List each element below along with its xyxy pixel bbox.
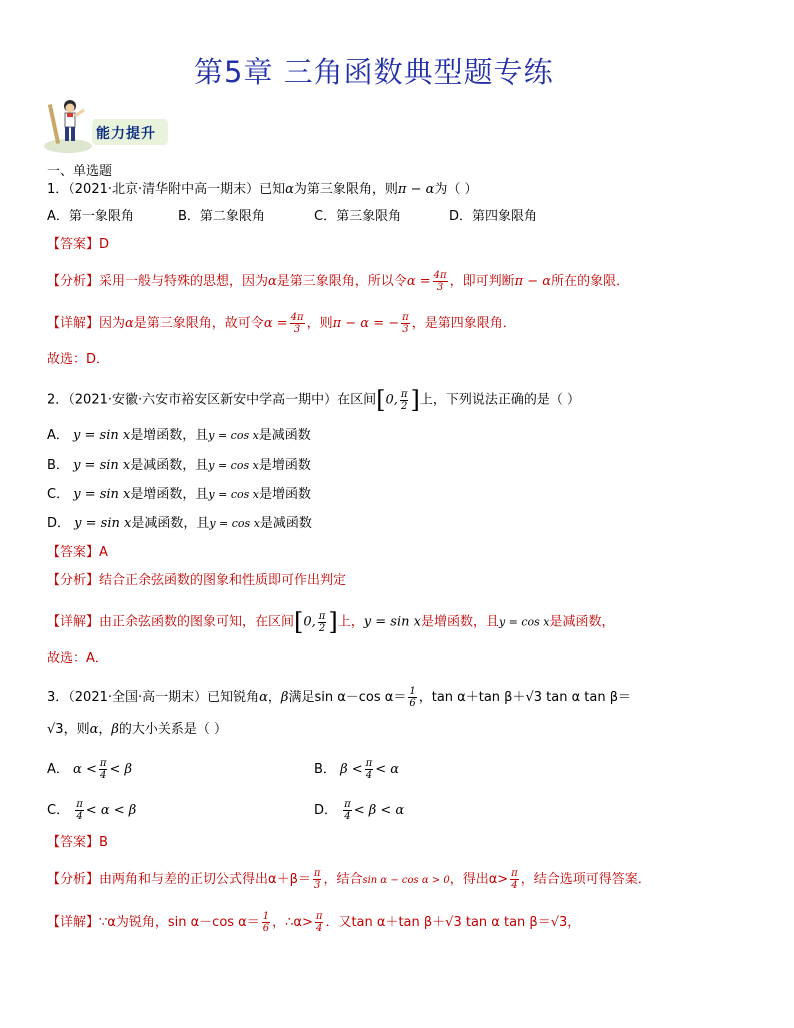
section-heading: 一、单选题 (47, 164, 113, 179)
question-1-option-c: C．第三象限角 (314, 209, 402, 224)
question-3-option-d: D． $\frac{\pi}{4}$ < β < α (314, 799, 405, 822)
question-2-answer: 【答案】A (47, 545, 108, 560)
question-1-option-b: B．第二象限角 (178, 209, 265, 224)
question-3-option-a: A． α < $\frac{\pi}{4}$ < β (47, 758, 132, 781)
page-title: 第5章 三角函数典型题专练 (194, 55, 554, 89)
question-1-conclusion: 故选：D． (47, 352, 110, 367)
student-figure-icon (40, 96, 96, 156)
question-3-answer: 【答案】B (47, 835, 108, 850)
question-1-analysis: 【分析】采用一般与特殊的思想，因为α是第三象限角，所以令α = $\frac{4\pi}{3}$ ，即可判断π − α所在的象限． (47, 270, 630, 293)
question-2-analysis: 【分析】结合正余弦函数的图象和性质即可作出判定 (47, 573, 347, 588)
question-1-detail: 【详解】因为α是第三象限角，故可令α = $\frac{4\pi}{3}$ ，则π − α = − $\frac{\pi}{3}$ ，是第四象限角． (47, 312, 516, 335)
question-2-conclusion: 故选：A． (47, 651, 108, 666)
question-2-option-a: A． y = sin x是增函数，且y = cos x是减函数 (47, 428, 311, 443)
question-3-stem-continued: √3，则α，β的大小关系是（ ） (47, 722, 228, 737)
question-2-stem: 2．（2021·安徽·六安市裕安区新安中学高一期中）在区间[0, $\frac{\pi}{2}$ ]上，下列说法正确的是（ ） (47, 386, 580, 414)
question-2-option-b: B． y = sin x是减函数，且y = cos x是增函数 (47, 458, 311, 473)
question-3-stem: 3．（2021·全国·高一期末）已知锐角α，β满足sin α－cos α＝ $\frac{1}{6}$ ，tan α＋tan β＋√3 tan α tan β＝ (47, 686, 632, 709)
question-3-option-b: B． β < $\frac{\pi}{4}$ < α (314, 758, 399, 781)
question-1-option-d: D．第四象限角 (449, 209, 538, 224)
question-2-option-c: C． y = sin x是增函数，且y = cos x是增函数 (47, 487, 311, 502)
question-1-stem: 1．（2021·北京·清华附中高一期末）已知α为第三象限角，则π − α为（ ） (47, 182, 478, 197)
question-1-answer: 【答案】D (47, 237, 110, 252)
section-badge-label: 能力提升 (96, 126, 156, 142)
question-2-option-d: D． y = sin x是减函数，且y = cos x是减函数 (47, 516, 312, 531)
question-1-option-a: A．第一象限角 (47, 209, 134, 224)
question-3-detail: 【详解】∵α为锐角，sin α－cos α＝ $\frac{1}{6}$ ，∴α> $\frac{\pi}{4}$ ．又tan α＋tan β＋√3 tan α tan β＝√3， (47, 911, 581, 934)
question-3-option-c: C． $\frac{\pi}{4}$ < α < β (47, 799, 137, 822)
question-2-detail: 【详解】由正余弦函数的图象可知，在区间[0, $\frac{\pi}{2}$ ]上，y = sin x是增函数，且y = cos x是减函数， (47, 608, 615, 636)
question-3-analysis: 【分析】由两角和与差的正切公式得出α＋β＝ $\frac{\pi}{3}$ ，结合sin α − cos α > 0，得出α> $\frac{\pi}{4}$ ，结合选项可得答案． (47, 868, 651, 891)
